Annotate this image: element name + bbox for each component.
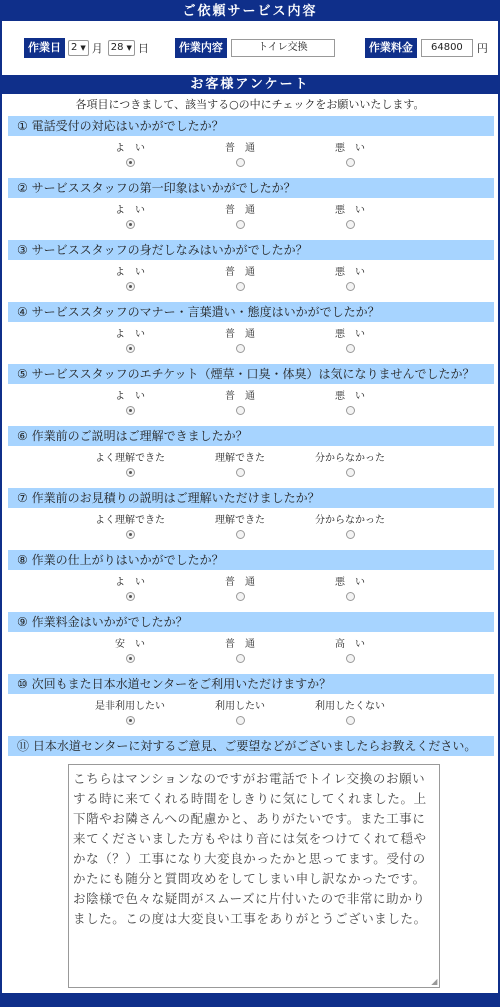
question-list	[2, 116, 498, 736]
radio-button[interactable]	[236, 282, 245, 291]
option-label: 安 い	[115, 639, 145, 650]
radio-button[interactable]	[236, 220, 245, 229]
option-label: 悪 い	[335, 267, 365, 278]
radio-button[interactable]	[346, 158, 355, 167]
footer-bar	[2, 993, 498, 1005]
option-4-1[interactable]	[80, 328, 180, 356]
radio-button[interactable]	[346, 220, 355, 229]
option-7-3[interactable]	[300, 514, 400, 542]
option-label: 悪 い	[335, 577, 365, 588]
option-label: 分からなかった	[315, 453, 385, 464]
question-5: ⑤ サービススタッフのエチケット（煙草・口臭・体臭）は気になりませんでしたか？	[8, 364, 494, 384]
radio-button[interactable]	[126, 158, 135, 167]
option-label: 利用したい	[215, 701, 265, 712]
radio-button[interactable]	[236, 592, 245, 601]
option-4-3[interactable]	[300, 328, 400, 356]
question-8: ⑧ 作業の仕上がりはいかがでしたか？	[8, 550, 494, 570]
option-label: 悪 い	[335, 391, 365, 402]
radio-button[interactable]	[346, 282, 355, 291]
survey-header: お客様アンケート	[2, 75, 498, 94]
radio-button[interactable]	[236, 158, 245, 167]
work-fee-field[interactable]: 64800	[421, 39, 473, 57]
option-2-2[interactable]	[190, 204, 290, 232]
radio-button[interactable]	[236, 530, 245, 539]
option-3-1[interactable]	[80, 266, 180, 294]
option-3-2[interactable]	[190, 266, 290, 294]
option-label: よく理解できた	[95, 453, 165, 464]
option-2-3[interactable]	[300, 204, 400, 232]
question-3: ③ サービススタッフの身だしなみはいかがでしたか？	[8, 240, 494, 260]
work-date-label: 作業日	[24, 38, 65, 58]
radio-button[interactable]	[236, 406, 245, 415]
resize-grip-icon[interactable]: ◢	[431, 977, 438, 986]
work-content-label: 作業内容	[175, 38, 227, 58]
option-label: よく理解できた	[95, 515, 165, 526]
options-row	[2, 136, 498, 178]
option-label: よ い	[115, 143, 145, 154]
option-3-3[interactable]	[300, 266, 400, 294]
option-5-3[interactable]	[300, 390, 400, 418]
radio-button[interactable]	[236, 344, 245, 353]
options-row	[2, 198, 498, 240]
option-5-2[interactable]	[190, 390, 290, 418]
chevron-down-icon: ▼	[126, 44, 132, 52]
survey-intro: 各項目につきまして、該当する○の中にチェックをお願いいたします。	[75, 98, 425, 111]
month-unit: 月	[91, 42, 103, 55]
radio-button[interactable]	[126, 716, 135, 725]
option-8-2[interactable]	[190, 576, 290, 604]
options-row	[2, 632, 498, 674]
option-10-1[interactable]	[80, 700, 180, 728]
option-label: 普 通	[225, 267, 255, 278]
question-1: ① 電話受付の対応はいかがでしたか？	[8, 116, 494, 136]
radio-button[interactable]	[346, 716, 355, 725]
chevron-down-icon: ▼	[80, 44, 86, 52]
options-row	[2, 508, 498, 550]
option-10-3[interactable]	[300, 700, 400, 728]
option-6-2[interactable]	[190, 452, 290, 480]
radio-button[interactable]	[346, 592, 355, 601]
service-header: ご依頼サービス内容	[2, 2, 498, 21]
radio-button[interactable]	[236, 716, 245, 725]
option-8-1[interactable]	[80, 576, 180, 604]
question-2: ② サービススタッフの第一印象はいかがでしたか？	[8, 178, 494, 198]
service-info-row	[2, 21, 498, 75]
radio-button[interactable]	[346, 468, 355, 477]
option-label: 普 通	[225, 639, 255, 650]
question-4: ④ サービススタッフのマナー・言葉遣い・態度はいかがでしたか？	[8, 302, 494, 322]
option-2-1[interactable]	[80, 204, 180, 232]
radio-button[interactable]	[126, 406, 135, 415]
option-label: よ い	[115, 577, 145, 588]
radio-button[interactable]	[346, 344, 355, 353]
option-9-3[interactable]	[300, 638, 400, 666]
option-label: よ い	[115, 329, 145, 340]
radio-button[interactable]	[126, 344, 135, 353]
option-9-1[interactable]	[80, 638, 180, 666]
radio-button[interactable]	[126, 592, 135, 601]
question-9: ⑨ 作業料金はいかがでしたか？	[8, 612, 494, 632]
option-9-2[interactable]	[190, 638, 290, 666]
radio-button[interactable]	[346, 530, 355, 539]
option-label: よ い	[115, 267, 145, 278]
option-label: よ い	[115, 205, 145, 216]
option-label: 高 い	[335, 639, 365, 650]
option-label: 理解できた	[215, 515, 265, 526]
option-1-2[interactable]	[190, 142, 290, 170]
option-label: 悪 い	[335, 205, 365, 216]
work-content-field[interactable]: トイレ交換	[231, 39, 335, 57]
radio-button[interactable]	[236, 654, 245, 663]
options-row	[2, 384, 498, 426]
radio-button[interactable]	[346, 654, 355, 663]
option-label: 是非利用したい	[95, 701, 165, 712]
question-7: ⑦ 作業前のお見積りの説明はご理解いただけましたか？	[8, 488, 494, 508]
day-value: 28	[110, 42, 124, 53]
radio-button[interactable]	[126, 654, 135, 663]
radio-button[interactable]	[236, 468, 245, 477]
option-label: 悪 い	[335, 329, 365, 340]
question-10: ⑩ 次回もまた日本水道センターをご利用いただけますか？	[8, 674, 494, 694]
comment-text: こちらはマンションなのですがお電話でトイレ交換のお願いする時に来てくれる時間をしきりに気にしてくれました。上下階やお隣さんへの配慮かと、ありがたいです。また工事に来てくださいました方もやはり音には気をつけてくれて穏やかな（？）工事になり大変良かったかと思ってます。受付のかたにも随分と質問攻めをしてしまい申し訳なかったです。お陰様で色々な疑問がスムーズに片付いたので非常に助かりました。この度は大変良い工事をありがとうございました。	[73, 771, 427, 926]
radio-button[interactable]	[126, 220, 135, 229]
options-row	[2, 446, 498, 488]
option-4-2[interactable]	[190, 328, 290, 356]
option-7-1[interactable]	[80, 514, 180, 542]
radio-button[interactable]	[126, 468, 135, 477]
option-label: 利用したくない	[315, 701, 385, 712]
radio-button[interactable]	[346, 406, 355, 415]
option-label: 普 通	[225, 577, 255, 588]
option-10-2[interactable]	[190, 700, 290, 728]
option-label: よ い	[115, 391, 145, 402]
day-unit: 日	[137, 42, 149, 55]
option-1-1[interactable]	[80, 142, 180, 170]
options-row	[2, 570, 498, 612]
option-label: 普 通	[225, 391, 255, 402]
options-row	[2, 260, 498, 302]
option-label: 悪 い	[335, 143, 365, 154]
option-1-3[interactable]	[300, 142, 400, 170]
fee-unit: 円	[476, 42, 488, 55]
month-select[interactable]	[68, 40, 89, 56]
question-11: ⑪ 日本水道センターに対するご意見、ご要望などがございましたらお教えください。	[8, 736, 494, 756]
radio-button[interactable]	[126, 282, 135, 291]
option-label: 普 通	[225, 143, 255, 154]
option-label: 普 通	[225, 329, 255, 340]
month-value: 2	[71, 42, 78, 53]
radio-button[interactable]	[126, 530, 135, 539]
option-8-3[interactable]	[300, 576, 400, 604]
option-label: 普 通	[225, 205, 255, 216]
options-row	[2, 322, 498, 364]
option-6-1[interactable]	[80, 452, 180, 480]
comment-textarea[interactable]	[68, 764, 440, 988]
option-7-2[interactable]	[190, 514, 290, 542]
work-fee-label: 作業料金	[365, 38, 417, 58]
option-5-1[interactable]	[80, 390, 180, 418]
options-row	[2, 694, 498, 736]
option-label: 分からなかった	[315, 515, 385, 526]
option-6-3[interactable]	[300, 452, 400, 480]
option-label: 理解できた	[215, 453, 265, 464]
question-6: ⑥ 作業前のご説明はご理解できましたか？	[8, 426, 494, 446]
day-select[interactable]	[108, 40, 135, 56]
